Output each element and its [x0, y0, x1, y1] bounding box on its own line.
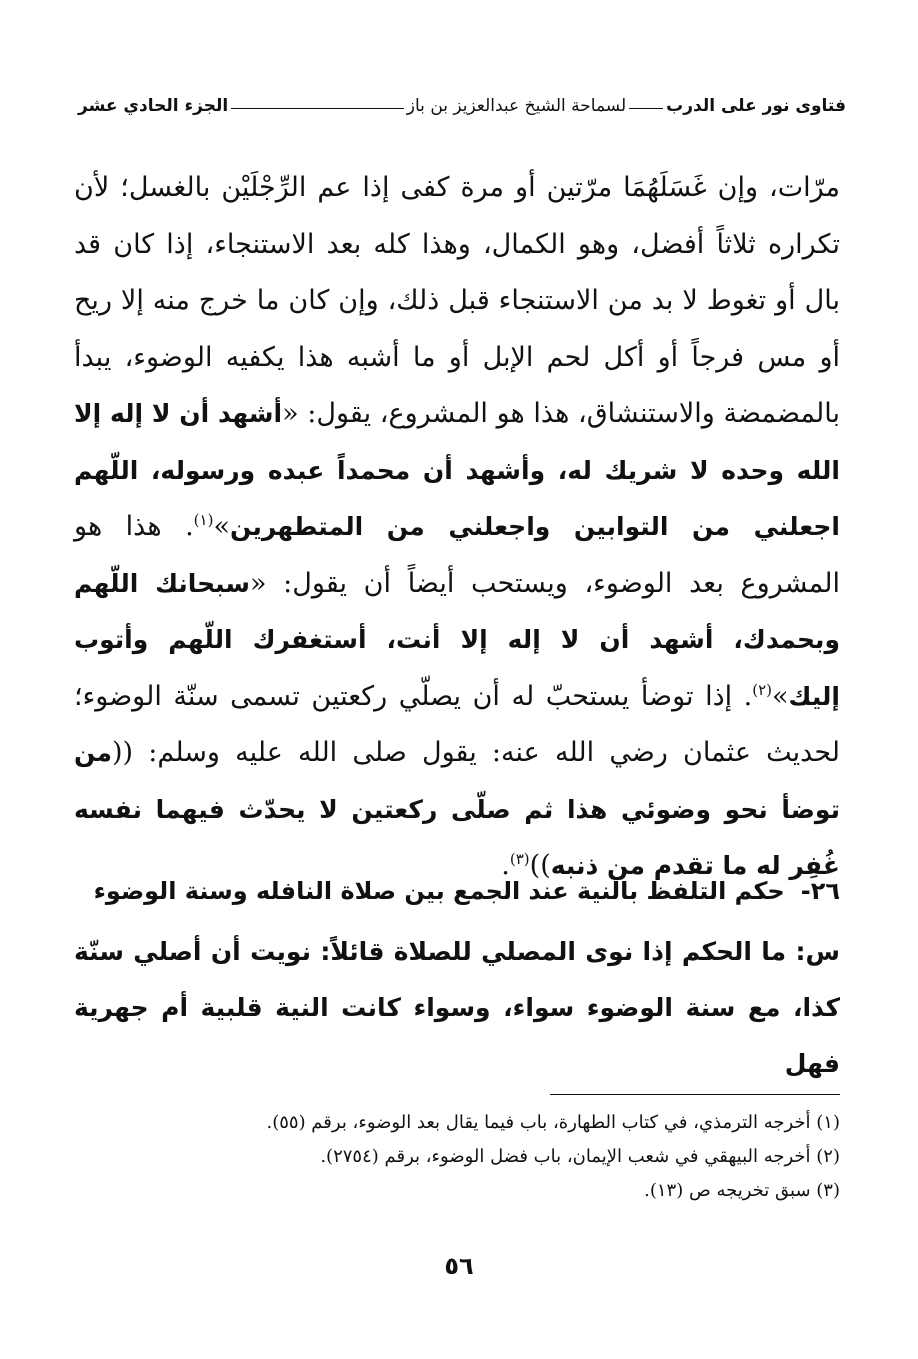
quote-mark: )) — [529, 850, 551, 881]
body-segment: . هذا هو المشروع بعد الوضوء، ويستحب أيضاً أن يقول: « — [74, 511, 840, 599]
hadith-text: من توضأ نحو وضوئي هذا ثم صلّى ركعتين لا يحدّث فيهما نفسه غُفِر له ما تقدم من ذنبه — [74, 738, 840, 880]
header-separator-long — [231, 108, 404, 109]
quote-mark: » — [213, 511, 230, 542]
section-number: ٢٦- — [800, 877, 840, 905]
footnote-item: (٣) سبق تخريجه ص (١٣). — [644, 1180, 840, 1201]
book-title: فتاوى نور على الدرب — [666, 96, 846, 116]
body-segment: . إذا توضأ يستحبّ له أن يصلّي ركعتين تسمى سنّة الوضوء؛ لحديث عثمان رضي الله عنه: يقول صلى الله عليه وسلم: (( — [74, 680, 840, 768]
question-text: س: ما الحكم إذا نوى المصلي للصلاة قائلاً: نويت أن أصلي سنّة كذا، مع سنة الوضوء سواء، وسواء كانت النية قلبية أم جهرية فهل — [74, 937, 840, 1078]
volume-label: الجزء الحادي عشر — [78, 96, 229, 116]
running-header — [78, 86, 846, 126]
body-text — [74, 160, 840, 895]
supplication-text: سبحانك اللّهم وبحمدك، أشهد أن لا إله إلا أنت، أستغفرك اللّهم وأتوب إليك — [74, 568, 840, 711]
footnote-ref: (١) — [193, 511, 214, 529]
page-number: ٥٦ — [444, 1252, 474, 1280]
body-segment: . — [501, 850, 510, 881]
body-paragraph — [74, 160, 840, 895]
footnote-divider — [550, 1094, 840, 1095]
body-segment: مرّات، وإن غَسَلَهُمَا مرّتين أو مرة كفى إذا عم الرِّجْلَيْن بالغسل؛ لأن تكراره ثلاثاً أفضل، وهو الكمال، وهذا كله بعد الاستنجاء، إذا كان قد بال أو تغوط لا بد من الاستنجاء قبل ذلك، وإن كان ما خرج منه إلا ريح أو مس فرجاً أو أكل لحم الإبل أو ما أشبه هذا يكفيه الوضوء، يبدأ بالمضمضة والاستنشاق، هذا هو المشروع، يقول: « — [74, 172, 840, 429]
question-block — [74, 924, 840, 1092]
footnotes — [74, 1106, 840, 1208]
footnote-ref: (٣) — [509, 850, 530, 868]
footnote-item: (١) أخرجه الترمذي، في كتاب الطهارة، باب فيما يقال بعد الوضوء، برقم (٥٥). — [266, 1112, 840, 1133]
section-heading — [74, 866, 840, 916]
section-title: حكم التلفظ بالنية عند الجمع بين صلاة النافله وسنة الوضوء — [93, 877, 785, 905]
supplication-text: أشهد أن لا إله إلا الله وحده لا شريك له، وأشهد أن محمداً عبده ورسوله، اللّهم اجعلني من التوابين واجعلني من المتطهرين — [74, 399, 840, 541]
footnote-ref: (٢) — [752, 680, 773, 699]
author-name: لسماحة الشيخ عبدالعزيز بن باز — [406, 96, 627, 116]
header-separator — [629, 108, 663, 109]
quote-mark: » — [772, 680, 789, 712]
footnote-item: (٢) أخرجه البيهقي في شعب الإيمان، باب فضل الوضوء، برقم (٢٧٥٤). — [320, 1146, 840, 1167]
